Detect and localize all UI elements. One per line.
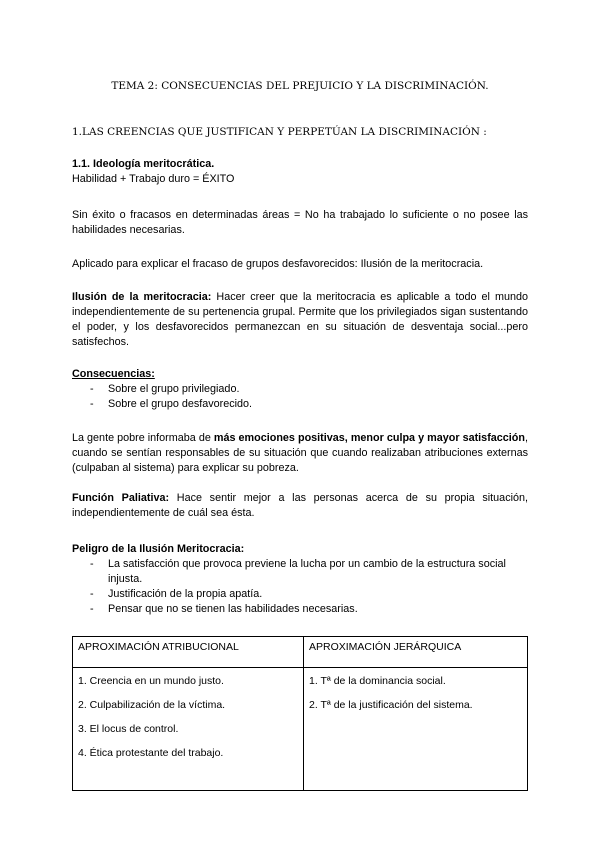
list-item: - Justificación de la propia apatía. xyxy=(72,587,528,602)
section-heading: 1.LAS CREENCIAS QUE JUSTIFICAN Y PERPETÚAN LA DISCRIMINACIÓN : xyxy=(72,126,487,138)
poor-text-start: La gente pobre informaba de xyxy=(72,432,214,444)
illusion-text: Hacer creer que la meritocracia es aplicable a todo el mundo independientemente de su pertenencia grupal. Permite que los privilegiados sigan sustentando el poder, y los desfavorecidos permanezcan en su situación de desventaja social...pero satisfechos. xyxy=(72,291,528,348)
danger-list xyxy=(72,557,528,617)
subsection-block xyxy=(72,157,528,187)
list-item: 4. Ética protestante del trabajo. xyxy=(78,747,224,759)
list-item: 1. Tª de la dominancia social. xyxy=(309,675,446,687)
applied-paragraph: Aplicado para explicar el fracaso de grupos desfavorecidos: Ilusión de la meritocracia. xyxy=(72,258,484,270)
poor-text-bold: más emociones positivas, menor culpa y mayor satisfacción xyxy=(213,432,525,444)
subsection-heading: 1.1. Ideología meritocrática. xyxy=(72,158,215,170)
poor-paragraph xyxy=(72,431,528,476)
document-title: TEMA 2: CONSECUENCIAS DEL PREJUICIO Y LA DISCRIMINACIÓN. xyxy=(111,80,489,92)
list-item: - Pensar que no se tienen las habilidades necesarias. xyxy=(72,602,528,617)
header-hierarchical: APROXIMACIÓN JERÁRQUICA xyxy=(304,637,528,668)
formula-text: Habilidad + Trabajo duro = ÉXITO xyxy=(72,173,235,185)
danger-block xyxy=(72,542,528,617)
approach-table xyxy=(72,636,528,791)
palliative-text: Hace sentir mejor a las personas acerca de su propia situación, independientemente de cuál sea ésta. xyxy=(72,492,528,519)
header-attributional: APROXIMACIÓN ATRIBUCIONAL xyxy=(73,637,304,668)
consequences-list xyxy=(72,382,528,412)
consequences-block xyxy=(72,367,528,412)
list-item: 2. Tª de la justificación del sistema. xyxy=(309,699,473,711)
table-header-row xyxy=(73,637,528,668)
palliative-term: Función Paliativa: xyxy=(72,492,170,504)
consequences-heading: Consecuencias: xyxy=(72,368,155,380)
list-item: - Sobre el grupo desfavorecido. xyxy=(72,397,528,412)
illusion-term: Ilusión de la meritocracia: xyxy=(72,291,212,303)
attributional-cell xyxy=(73,668,304,791)
failure-paragraph: Sin éxito o fracasos en determinadas áreas = No ha trabajado lo suficiente o no posee las habilidades necesarias. xyxy=(72,209,528,236)
poor-text-end: , cuando se sentían responsables de su situación que cuando realizaban atribuciones externas (culpaban al sistema) para explicar su pobreza. xyxy=(72,432,528,474)
illusion-paragraph xyxy=(72,290,528,350)
list-item: 2. Culpabilización de la víctima. xyxy=(78,699,226,711)
hierarchical-cell xyxy=(304,668,528,791)
list-item: 3. El locus de control. xyxy=(78,723,179,735)
danger-heading: Peligro de la Ilusión Meritocracia: xyxy=(72,543,245,555)
list-item: 1. Creencia en un mundo justo. xyxy=(78,675,224,687)
palliative-paragraph xyxy=(72,491,528,521)
table-row xyxy=(73,668,528,791)
list-item: - La satisfacción que provoca previene la lucha por un cambio de la estructura social injusta. xyxy=(72,557,528,587)
list-item: - Sobre el grupo privilegiado. xyxy=(72,382,528,397)
